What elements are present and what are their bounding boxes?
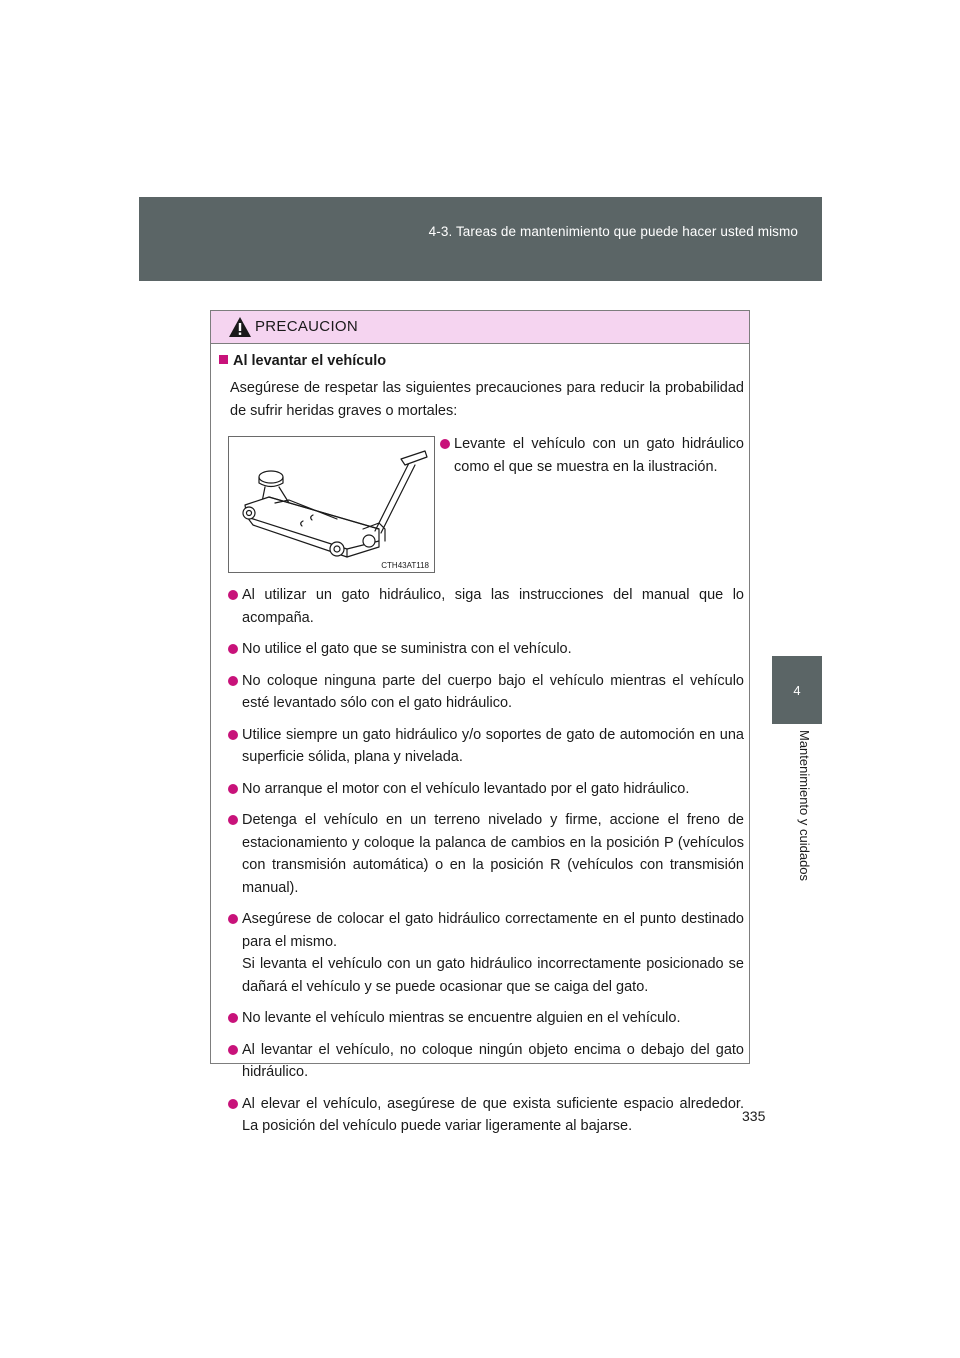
bullet-list: [228, 584, 744, 1147]
bullet-dot-icon: [228, 644, 238, 654]
bullet-text: Al levantar el vehículo, no coloque ningún objeto encima o debajo del gato hidráulico.: [242, 1041, 744, 1080]
bullet-text: Detenga el vehículo en un terreno nivelado y firme, accione el freno de estacionamiento y coloque la palanca de cambios en la posición P (vehículos con transmisión automática) o en la posición R (vehículos con transmisión manual).: [242, 812, 744, 896]
bullet-text: Asegúrese de colocar el gato hidráulico correctamente en el punto destinado para el mismo. Si levanta el vehículo con un gato hidráulico incorrectamente posicionado se dañará el vehículo y se puede ocasionar que se caiga del gato.: [242, 911, 744, 995]
hydraulic-jack-icon: [229, 437, 434, 572]
section-title-text: Al levantar el vehículo: [233, 353, 387, 369]
bullet-text: Levante el vehículo con un gato hidráulico como el que se muestra en la ilustración.: [454, 436, 744, 475]
bullet-text: Al utilizar un gato hidráulico, siga las instrucciones del manual que lo acompaña.: [242, 587, 744, 626]
bullet-dot-icon: [228, 590, 238, 600]
chapter-tab-label-text: Mantenimiento y cuidados: [797, 730, 812, 882]
bullet-text: No levante el vehículo mientras se encuentre alguien en el vehículo.: [242, 1010, 681, 1026]
chapter-tab-label: [772, 724, 822, 910]
list-item: [228, 724, 744, 769]
caution-box: [210, 310, 750, 1134]
intro-paragraph: Asegúrese de respetar las siguientes precauciones para reducir la probabilidad de sufrir heridas graves o mortales:: [230, 380, 744, 419]
list-item: [228, 778, 744, 801]
list-item: [440, 433, 744, 487]
bullet-dot-icon: [228, 730, 238, 740]
bullet-dot-icon: [228, 676, 238, 686]
list-item: [228, 1093, 744, 1138]
bullet-dot-icon: [228, 1099, 238, 1109]
bullet-dot-icon: [228, 914, 238, 924]
warning-triangle-icon: [228, 316, 252, 338]
bullet-text: Al elevar el vehículo, asegúrese de que exista suficiente espacio alrededor. La posición del vehículo puede variar ligeramente al bajarse.: [242, 1095, 744, 1134]
bullet-dot-icon: [228, 784, 238, 794]
bullet-text: Utilice siempre un gato hidráulico y/o soportes de gato de automoción en una superficie sólida, plana y nivelada.: [242, 726, 744, 765]
list-item: [228, 1007, 744, 1030]
chapter-title: 4-3. Tareas de mantenimiento que puede hacer usted mismo: [428, 224, 798, 239]
section-title: [219, 353, 386, 369]
section-square-icon: [219, 355, 228, 364]
list-item: [228, 908, 744, 998]
caution-title: PRECAUCION: [255, 318, 359, 335]
list-item: [228, 1039, 744, 1084]
bullet-text: No utilice el gato que se suministra con el vehículo.: [242, 641, 572, 657]
jack-illustration: [228, 436, 435, 573]
bullet-dot-icon: [228, 1045, 238, 1055]
page-number: 335: [742, 1108, 766, 1124]
bullet-dot-icon: [228, 815, 238, 825]
bullet-dot-icon: [228, 1013, 238, 1023]
caution-header: [211, 311, 749, 344]
list-item: [228, 638, 744, 661]
chapter-header: [139, 197, 822, 281]
list-item: [228, 809, 744, 899]
bullet-text: No coloque ninguna parte del cuerpo bajo el vehículo mientras el vehículo esté levantado sólo con el gato hidráulico.: [242, 672, 744, 711]
list-item: [228, 584, 744, 629]
list-item: [228, 670, 744, 715]
chapter-tab-number: 4: [772, 656, 822, 724]
bullet-text: No arranque el motor con el vehículo levantado por el gato hidráulico.: [242, 780, 690, 797]
bullet-dot-icon: [440, 439, 450, 449]
illustration-code: CTH43AT118: [381, 561, 429, 570]
